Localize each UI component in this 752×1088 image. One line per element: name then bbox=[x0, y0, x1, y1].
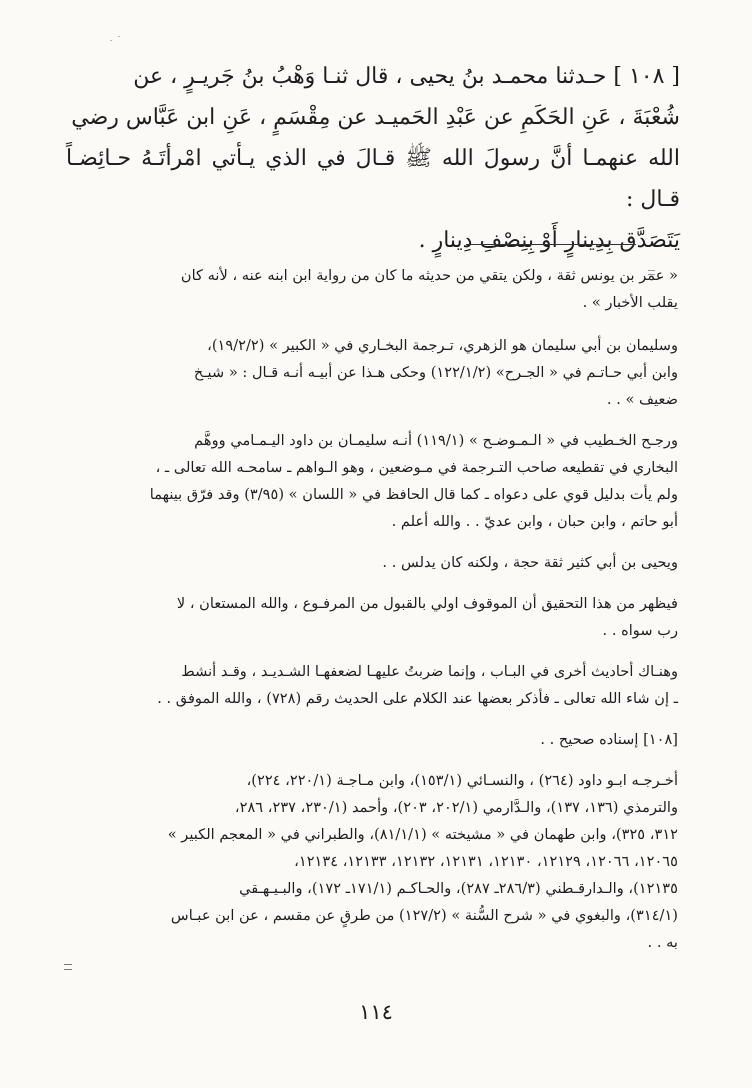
note-line: يقلب الأخبار » . bbox=[582, 294, 678, 311]
note-line: فيظهر من هذا التحقيق أن الموقوف اولي بالقبول من المرفـوع ، والله المستعان ، لا bbox=[176, 595, 678, 612]
note-line: ١٢١٣٥)، والـدارقـطني (٢٨٦/٣ـ ٢٨٧)، والحـاكـم (١٧١/١ـ ١٧٢)، والبـيـهـقي bbox=[239, 880, 678, 897]
note-line: رب سواه . . bbox=[602, 622, 678, 639]
note-line: ـ إن شاء الله تعالى ـ فأذكر بعضها عند الكلام على الحديث رقم (٧٢٨) ، والله الموفق . . bbox=[157, 690, 678, 707]
note-paragraph bbox=[74, 549, 678, 576]
note-line: ٣١٢، ٣٢٥)، وابن طهمان في « مشيخته » (٨١/١/١)، والطبراني في « المعجم الكبير » bbox=[167, 826, 678, 843]
note-line: وهنـاك أحاديث أخرى في البـاب ، وإنما ضربتُ عليهـا لضعفهـا الشـديـد ، وقـد أنشط bbox=[181, 663, 678, 680]
note-line: ويحيى بن أبي كثير ثقة حجة ، ولكنه كان يدلس . . bbox=[382, 554, 678, 571]
note-paragraph bbox=[74, 767, 678, 956]
note-line: ١٢٠٦٥، ١٢٠٦٦، ١٢١٢٩، ١٢١٣٠، ١٢١٣١، ١٢١٣٢، ١٢١٣٣، ١٢١٣٤، bbox=[294, 853, 678, 870]
note-line: ورجـح الخـطيب في « الـمـوضـح » (١١٩/١) أنـه سليمـان بن داود اليـمـامي ووهَّم bbox=[194, 432, 678, 449]
note-paragraph bbox=[74, 332, 678, 413]
page-number: ١١٤ bbox=[359, 1000, 393, 1024]
hadith-line: يَتَصَدَّق بِدِينارٍ أَوْ بِنِصْفِ دِينارٍ . bbox=[418, 228, 680, 253]
note-paragraph bbox=[74, 658, 678, 712]
note-line: ولم يأت بدليل قوي على دعواه ـ كما قال الحافظ في « اللسان » (٣/٩٥) وقد فرّق بينهما bbox=[149, 486, 678, 503]
hadith-line: شُعْبَةَ ، عَنِ الحَكَمِ عن عَبْدِ الحَميـد عن مِقْسَمٍ ، عَنِ ابن عَبَّاس رضي bbox=[71, 105, 680, 130]
hadith-line: [ ١٠٨ ] حـدثنا محمـد بنُ يحيى ، قال ثنـا وَهْبُ بنُ جَريـرٍ ، عن bbox=[133, 64, 680, 89]
note-paragraph bbox=[74, 262, 678, 316]
note-paragraph bbox=[74, 590, 678, 644]
footnotes bbox=[74, 262, 678, 970]
note-line: أخـرجـه ابـو داود (٢٦٤) ، والنسـائي (١٥٣/١)، وابن مـاجـة (٢٢٠/١، ٢٢٤)، bbox=[246, 772, 678, 789]
note-line: ضعيف » . . bbox=[606, 391, 678, 408]
margin-mark bbox=[64, 964, 72, 970]
hadith-line: الله عنهمـا أنَّ رسولَ الله ﷺ قـالَ في الذي يـأتي امْرأتَـهُ حـائِضـاً قـال : bbox=[66, 146, 680, 212]
hadith-text bbox=[66, 56, 680, 261]
margin-mark bbox=[648, 270, 655, 275]
footnote-separator bbox=[466, 244, 636, 245]
note-line: [١٠٨] إسناده صحيح . . bbox=[540, 731, 678, 748]
note-line: والترمذي (١٣٦، ١٣٧)، والـدَّارمي (٢٠٢/١، ٢٠٣)، وأحمد (٢٣٠/١، ٢٣٧، ٢٨٦، bbox=[234, 799, 678, 816]
note-line: البخاري في تقطيعه صاحب التـرجمة في مـوضعين ، وهو الـواهم ـ سامحـه الله تعالى ـ ، bbox=[155, 459, 678, 476]
note-line: « عمر بن يونس ثقة ، ولكن يتقي من حديثه ما كان من رواية ابن ابنه عنه ، لأنه كان bbox=[180, 267, 678, 284]
note-paragraph bbox=[74, 726, 678, 753]
note-line: وسليمان بن أبي سليمان هو الزهري، تـرجمة البخـاري في « الكبير » (١٩/٢/٢)، bbox=[207, 337, 678, 354]
scan-speck bbox=[118, 36, 120, 37]
page-body bbox=[66, 56, 680, 261]
note-line: وابن أبي حـاتـم في « الجـرح» (١٢٢/١/٢) وحكى هـذا عن أبيـه أنـه قـال : « شيـخ bbox=[193, 364, 678, 381]
note-line: به . . bbox=[647, 934, 678, 951]
note-line: (٣١٤/١)، والبغوي في « شرح السُّنة » (١٢٧/٢) من طرقٍ عن مقسم ، عن ابن عبـاس bbox=[170, 907, 678, 924]
scan-speck bbox=[110, 40, 112, 41]
note-line: أبو حاتم ، وابن حبان ، وابن عديّ . . والله أعلم . bbox=[391, 513, 678, 530]
note-paragraph bbox=[74, 427, 678, 535]
